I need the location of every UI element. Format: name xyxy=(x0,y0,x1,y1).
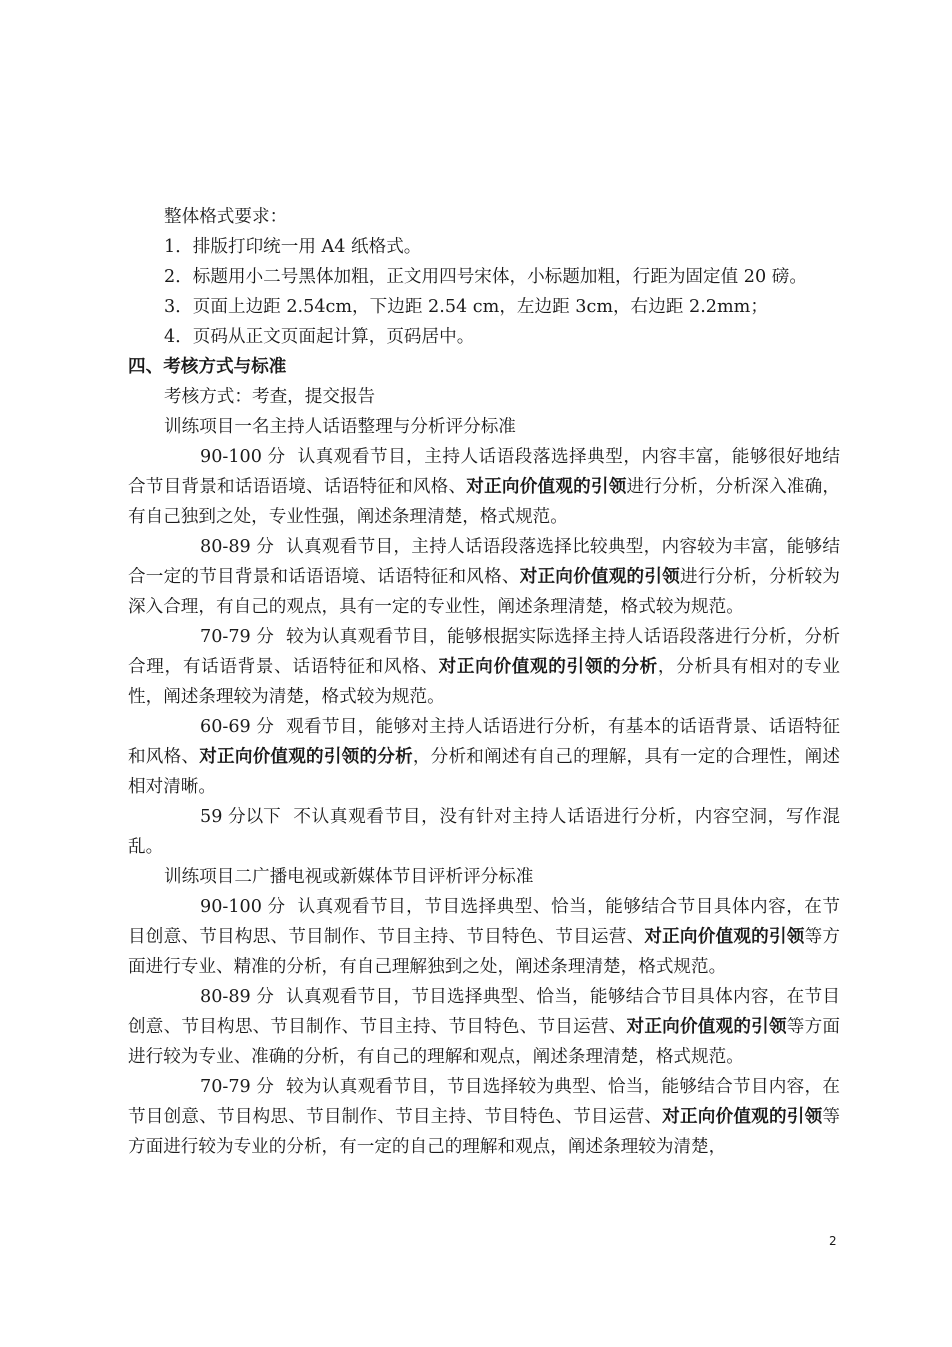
criteria-text: 认真观看节目，主持人话语段落选择典型，内容丰富，能够很好地结合节目背景和话语语境、话语特征和风格、 xyxy=(128,447,840,497)
criteria-text: 等方面进行较为专业的分析，有一定的自己的理解和观点，阐述条理较为清楚， xyxy=(128,1107,840,1157)
criteria-emphasis: 对正向价值观的引领 xyxy=(662,1107,823,1127)
criteria-paragraph xyxy=(128,1072,840,1162)
criteria-paragraph xyxy=(128,892,840,982)
criteria-emphasis: 对正向价值观的引领 xyxy=(626,1017,787,1037)
project2-criteria-list xyxy=(128,892,840,1162)
criteria-emphasis: 对正向价值观的引领 xyxy=(466,477,627,497)
score-range: 80-89 分 xyxy=(200,987,274,1007)
project2-title: 训练项目二广播电视或新媒体节目评析评分标准 xyxy=(164,867,534,887)
format-item: 3．页面上边距 2.54cm，下边距 2.54 cm，左边距 3cm，右边距 2.2mm； xyxy=(164,297,768,317)
criteria-emphasis: 对正向价值观的引领 xyxy=(519,567,680,587)
format-item: 2．标题用小二号黑体加粗，正文用四号宋体，小标题加粗，行距为固定值 20 磅。 xyxy=(164,267,807,287)
page-number: 2 xyxy=(829,1234,837,1248)
criteria-text: 不认真观看节目，没有针对主持人话语进行分析，内容空洞，写作混乱。 xyxy=(128,807,840,857)
section-heading: 四、考核方式与标准 xyxy=(128,357,287,377)
criteria-text: 观看节目，能够对主持人话语进行分析，有基本的话语背景、话语特征和风格、 xyxy=(128,717,840,767)
criteria-emphasis: 对正向价值观的引领的分析 xyxy=(199,747,413,767)
format-title: 整体格式要求： xyxy=(164,207,288,227)
criteria-emphasis: 对正向价值观的引领 xyxy=(644,927,805,947)
assessment-method: 考核方式：考查，提交报告 xyxy=(164,387,376,407)
score-range: 90-100 分 xyxy=(200,897,286,917)
criteria-paragraph xyxy=(128,622,840,712)
criteria-text: ，分析具有相对的专业性，阐述条理较为清楚，格式较为规范。 xyxy=(128,657,840,707)
score-range: 59 分以下 xyxy=(200,807,281,827)
format-item: 4．页码从正文页面起计算，页码居中。 xyxy=(164,327,475,347)
criteria-emphasis: 对正向价值观的引领的分析 xyxy=(438,657,658,677)
criteria-text: 等方面进行较为专业、准确的分析，有自己的理解和观点，阐述条理清楚，格式规范。 xyxy=(128,1017,840,1067)
criteria-text: 较为认真观看节目，节目选择较为典型、恰当，能够结合节目内容，在节目创意、节目构思、节目制作、节目主持、节目特色、节目运营、 xyxy=(128,1077,840,1127)
criteria-text: 进行分析，分析较为深入合理，有自己的观点，具有一定的专业性，阐述条理清楚，格式较为规范。 xyxy=(128,567,840,617)
project1-title: 训练项目一名主持人话语整理与分析评分标准 xyxy=(164,417,516,437)
format-item: 1．排版打印统一用 A4 纸格式。 xyxy=(164,237,422,257)
score-range: 80-89 分 xyxy=(200,537,274,557)
criteria-paragraph xyxy=(128,982,840,1072)
criteria-text: 较为认真观看节目，能够根据实际选择主持人话语段落进行分析，分析合理，有话语背景、话语特征和风格、 xyxy=(128,627,840,677)
criteria-paragraph xyxy=(128,442,840,532)
score-range: 70-79 分 xyxy=(200,1077,274,1097)
score-range: 70-79 分 xyxy=(200,627,274,647)
criteria-text: 等方面进行专业、精准的分析，有自己理解独到之处，阐述条理清楚，格式规范。 xyxy=(128,927,840,977)
criteria-paragraph xyxy=(128,802,840,862)
score-range: 90-100 分 xyxy=(200,447,286,467)
criteria-text: ，分析和阐述有自己的理解，具有一定的合理性，阐述相对清晰。 xyxy=(128,747,840,797)
score-range: 60-69 分 xyxy=(200,717,274,737)
criteria-text: 认真观看节目，主持人话语段落选择比较典型，内容较为丰富，能够结合一定的节目背景和话语语境、话语特征和风格、 xyxy=(128,537,840,587)
criteria-text: 认真观看节目，节目选择典型、恰当，能够结合节目具体内容，在节目创意、节目构思、节目制作、节目主持、节目特色、节目运营、 xyxy=(128,987,840,1037)
criteria-text: 进行分析，分析深入准确，有自己独到之处，专业性强，阐述条理清楚，格式规范。 xyxy=(128,477,840,527)
project1-criteria-list xyxy=(128,442,840,862)
body-text xyxy=(128,202,840,1162)
criteria-paragraph xyxy=(128,532,840,622)
criteria-paragraph xyxy=(128,712,840,802)
criteria-text: 认真观看节目，节目选择典型、恰当，能够结合节目具体内容，在节目创意、节目构思、节目制作、节目主持、节目特色、节目运营、 xyxy=(128,897,840,947)
